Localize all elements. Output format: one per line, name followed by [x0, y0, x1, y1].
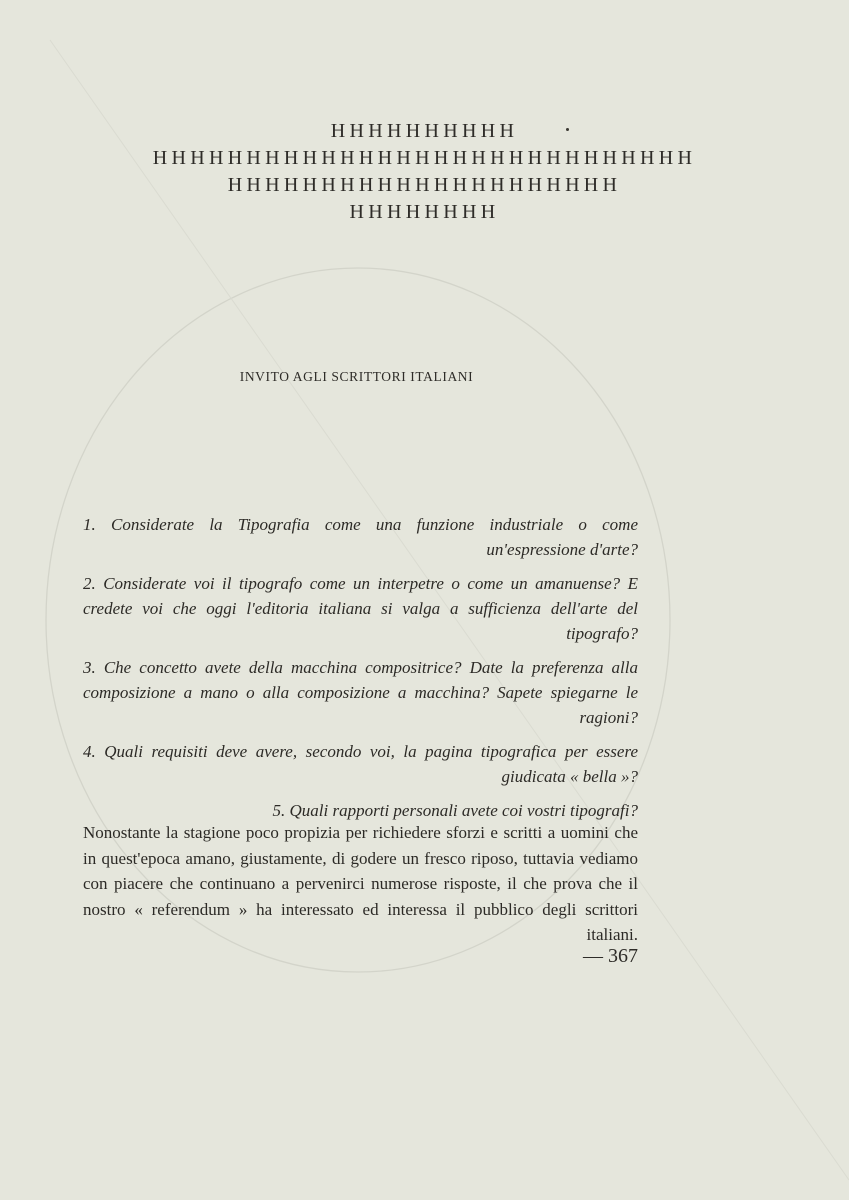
- question-item: 2. Considerate voi il tipografo come un interpetre o come un amanuense? E credete voi che oggi l'editoria italiana si valga a sufficienza dell'arte del tipografo?: [83, 574, 638, 643]
- body-paragraph: Nonostante la stagione poco propizia per richiedere sforzi e scritti a uomini che in quest'epoca amano, giustamente, di godere un fresco riposo, tuttavia vediamo con piacere che continuano a pervenirci numerose risposte, il che prova che il nostro « referendum » ha interessato ed interessa il pubblico degli scrittori italiani.: [83, 823, 638, 944]
- question-item: 3. Che concetto avete della macchina compositrice? Date la preferenza alla composizione a mano o alla composizione a macchina? Sapete spiegarne le ragioni?: [83, 658, 638, 727]
- question-item: 4. Quali requisiti deve avere, secondo voi, la pagina tipografica per essere giudicata « bella »?: [83, 742, 638, 786]
- h-pattern-line: HHHHHHHHHH: [330, 120, 519, 142]
- page-number: — 367: [583, 945, 638, 967]
- h-pattern-line: HHHHHHHHHHHHHHHHHHHHHHHHHHHHH: [152, 147, 697, 169]
- questions-list: [83, 512, 638, 832]
- question-item: 5. Quali rapporti personali avete coi vostri tipografi?: [272, 801, 638, 820]
- typographic-h-pattern: [0, 118, 849, 226]
- h-pattern-line: HHHHHHHH: [349, 201, 500, 223]
- h-pattern-line: HHHHHHHHHHHHHHHHHHHHH: [227, 174, 622, 196]
- question-item: 1. Considerate la Tipografia come una funzione industriale o come un'espressione d'arte?: [83, 515, 638, 559]
- ink-dot: [566, 128, 569, 131]
- section-title: INVITO AGLI SCRITTORI ITALIANI: [239, 369, 474, 384]
